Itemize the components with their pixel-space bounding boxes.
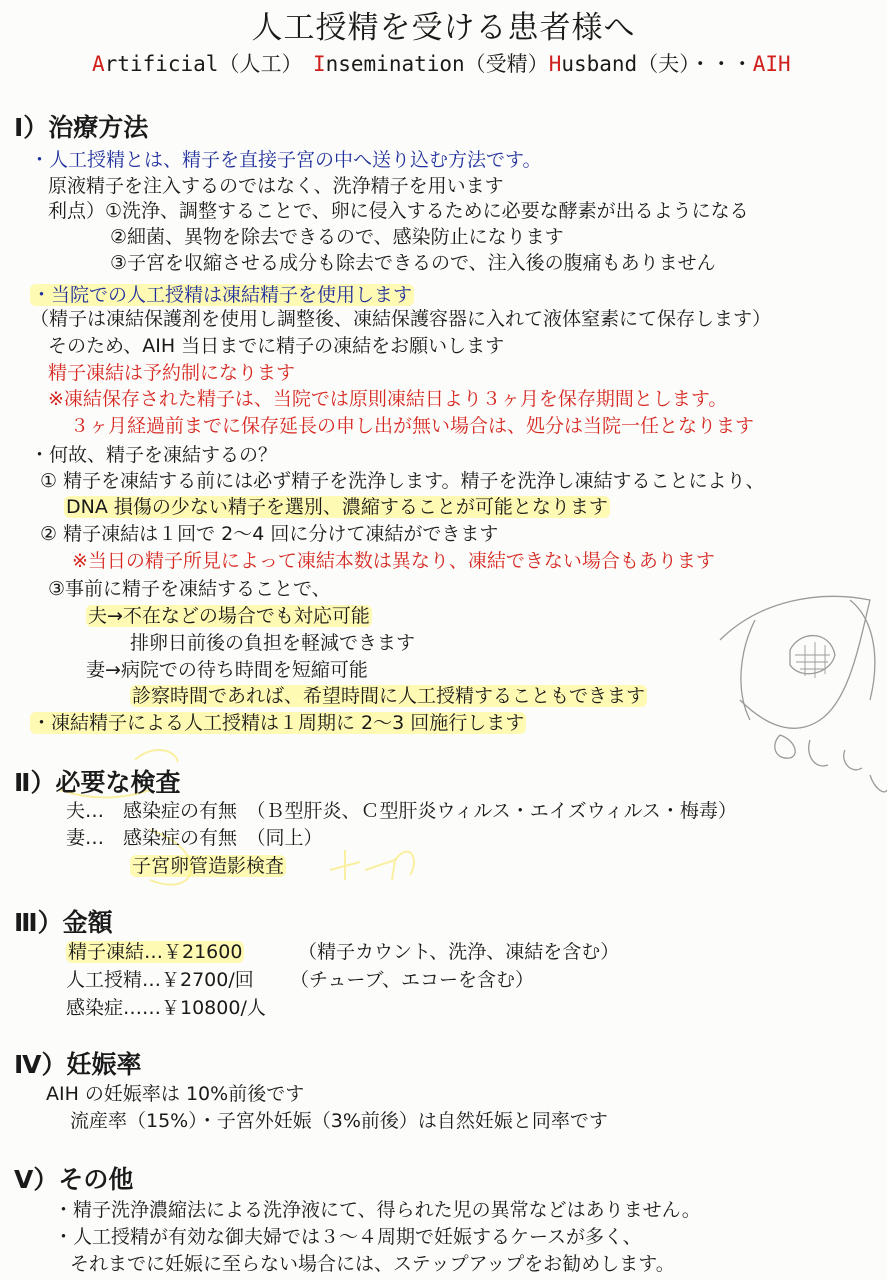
text-line	[86, 601, 372, 628]
fee-item: 人工授精…￥2700/回	[66, 969, 254, 991]
highlighted-text: ・凍結精子による人工授精は１周期に 2～3 回施行します	[32, 712, 525, 734]
section-heading-pregnancy-rate: Ⅳ）妊娠率	[14, 1050, 142, 1079]
fee-note: （精子カウント、洗浄、凍結を含む）	[298, 941, 620, 963]
page-title: 人工授精を受ける患者様へ	[251, 10, 636, 46]
word-husband: usband（夫）・・・	[561, 52, 753, 76]
letter-h: H	[548, 52, 562, 76]
section-heading-other: Ⅴ）その他	[14, 1165, 134, 1194]
highlighted-text: ・当院での人工授精は凍結精子を使用します	[32, 284, 413, 306]
fee-item	[66, 937, 244, 964]
text-line: AIH の妊娠率は 10%前後です	[46, 1083, 305, 1105]
abbreviation-aih: AIH	[752, 52, 791, 76]
text-line: （精子は凍結保護剤を使用し調整後、凍結保護容器に入れて液体窒素にて保存します）	[30, 308, 772, 330]
highlighted-text: 夫→不在などの場合でも対応可能	[88, 605, 370, 627]
text-line: ※当日の精子所見によって凍結本数は異なり、凍結できない場合もあります	[72, 550, 715, 572]
text-line	[30, 280, 414, 307]
text-line: 精子凍結は予約制になります	[48, 362, 296, 384]
highlighted-text: 子宮卵管造影検査	[132, 855, 285, 877]
aih-definition	[92, 48, 791, 78]
fee-note: （チューブ、エコーを含む）	[290, 969, 534, 991]
section-heading-treatment: Ⅰ）治療方法	[14, 113, 149, 142]
text-line	[130, 681, 647, 708]
text-line: 妻→病院での待ち時間を短縮可能	[86, 659, 368, 681]
text-line: ・人工授精が有効な御夫婦では３～４周期で妊娠するケースが多く、	[54, 1226, 642, 1248]
text-line: 流産率（15%）・子宮外妊娠（3%前後）は自然妊娠と同率です	[70, 1110, 608, 1132]
text-line: ・精子洗浄濃縮法による洗浄液にて、得られた児の異常などはありません。	[54, 1199, 701, 1221]
text-line	[64, 492, 610, 519]
highlighted-text: DNA 損傷の少ない精子を選別、濃縮することが可能となります	[66, 496, 608, 518]
text-line: 妻… 感染症の有無 （同上）	[66, 827, 323, 849]
text-line: ②細菌、異物を除去できるので、感染防止になります	[110, 226, 564, 248]
fee-item: 感染症……￥10800/人	[66, 997, 266, 1019]
highlighted-text: 精子凍結…￥21600	[68, 941, 243, 963]
text-line: ③事前に精子を凍結することで、	[48, 578, 331, 600]
section-heading-tests: Ⅱ）必要な検査	[14, 768, 181, 797]
text-line: ・人工授精とは、精子を直接子宮の中へ送り込む方法です。	[30, 149, 542, 171]
word-artificial: rtificial（人工）	[104, 52, 292, 76]
text-line: ② 精子凍結は１回で 2～4 回に分けて凍結ができます	[40, 523, 499, 545]
text-line: 夫… 感染症の有無 （Ｂ型肝炎、Ｃ型肝炎ウィルス・エイズウィルス・梅毒）	[66, 800, 737, 822]
text-line: 排卵日前後の負担を軽減できます	[130, 632, 416, 654]
letter-i: I	[312, 52, 326, 76]
text-line	[130, 851, 286, 878]
text-line: それまでに妊娠に至らない場合には、ステップアップをお勧めします。	[70, 1253, 675, 1275]
text-line: ① 精子を凍結する前には必ず精子を洗浄します。精子を洗浄し凍結することにより、	[40, 470, 765, 492]
text-line: ・何故、精子を凍結するの？	[30, 444, 278, 466]
text-line: ※凍結保存された精子は、当院では原則凍結日より３ヶ月を保存期間とします。	[48, 388, 728, 410]
letter-a: A	[92, 52, 105, 76]
text-line: 利点）①洗浄、調整することで、卵に侵入するために必要な酵素が出るようになる	[48, 200, 749, 222]
text-line	[30, 708, 526, 735]
word-insemination: nsemination（受精）	[325, 52, 549, 76]
text-line: そのため、AIH 当日までに精子の凍結をお願いします	[48, 335, 505, 357]
text-line: ３ヶ月経過前までに保存延長の申し出が無い場合は、処分は当院一任となります	[70, 415, 755, 437]
section-heading-fees: Ⅲ）金額	[14, 908, 113, 937]
text-line: ③子宮を収縮させる成分も除去できるので、注入後の腹痛もありません	[110, 252, 716, 274]
highlighted-text: 診察時間であれば、希望時間に人工授精することもできます	[132, 685, 646, 707]
text-line: 原液精子を注入するのではなく、洗浄精子を用います	[48, 175, 504, 197]
